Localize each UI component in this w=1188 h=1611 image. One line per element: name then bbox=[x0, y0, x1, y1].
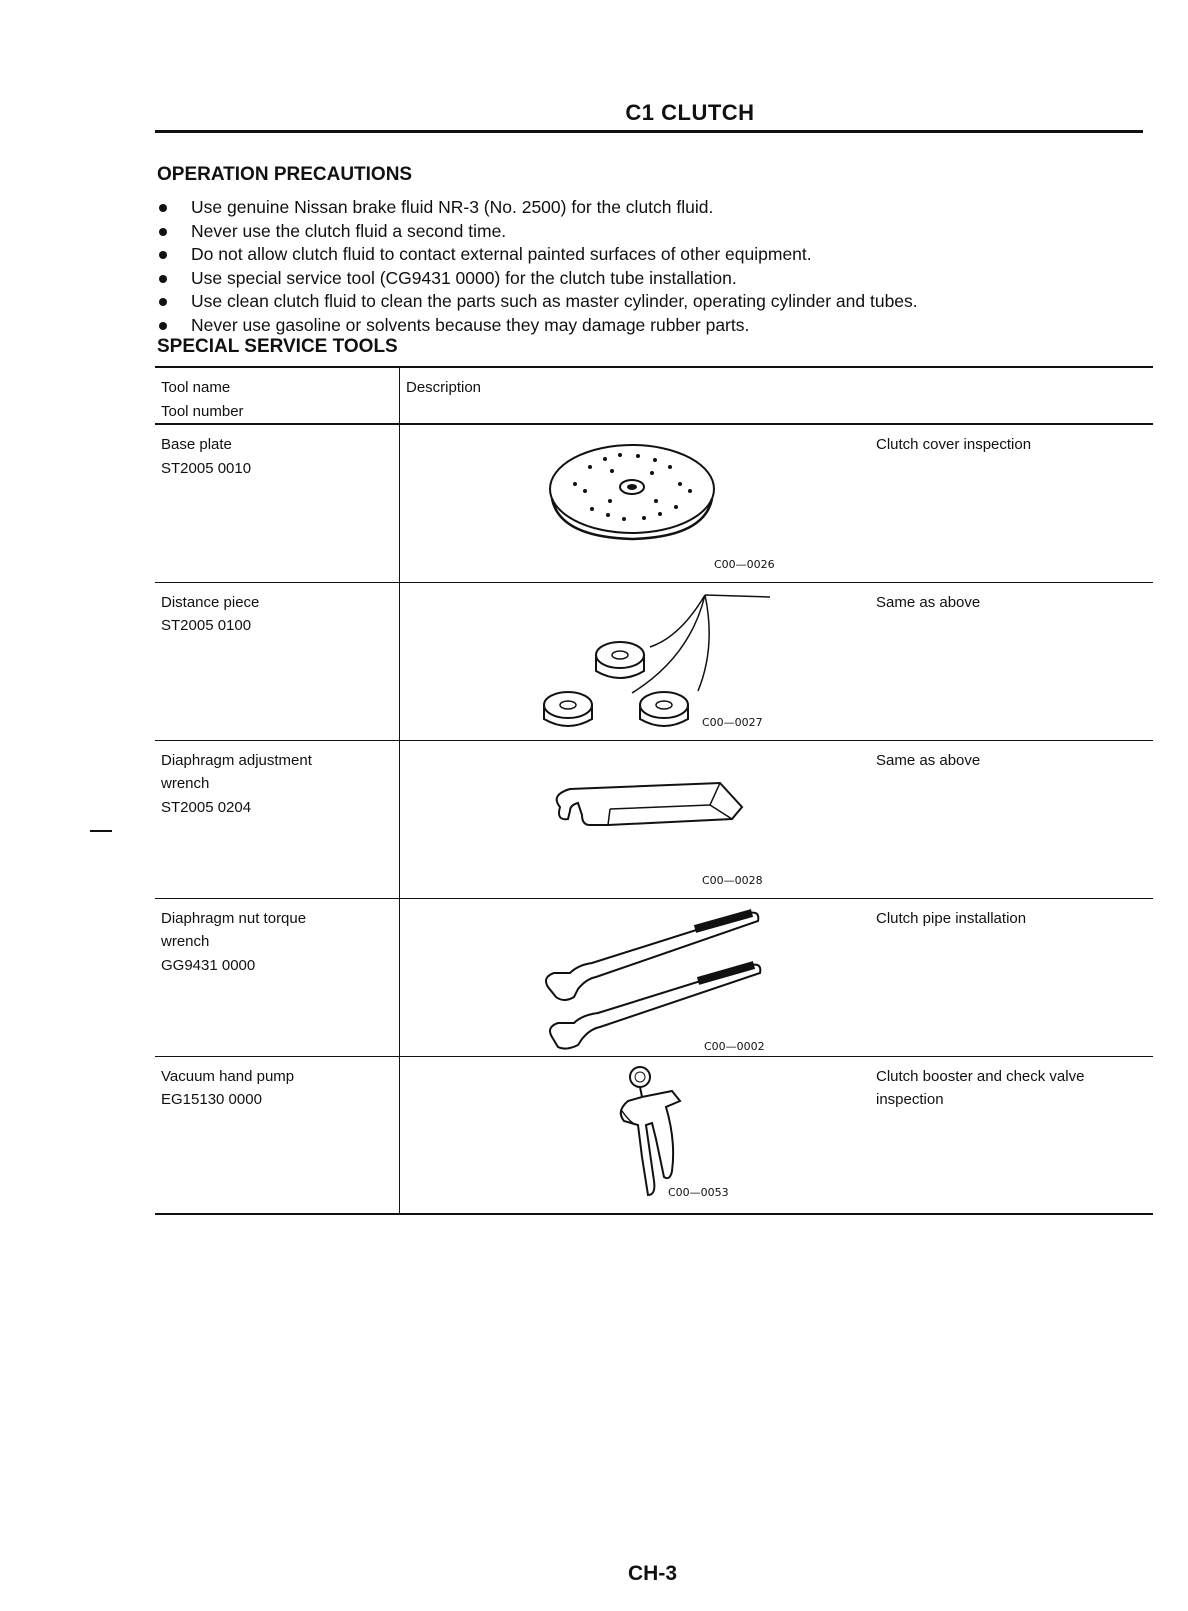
figure-code: C00—0026 bbox=[714, 558, 775, 571]
figure-code: C00—0027 bbox=[702, 715, 763, 729]
tool-note: Clutch cover inspection bbox=[876, 436, 1032, 453]
table-row bbox=[155, 898, 1153, 1056]
title-rule bbox=[155, 130, 1143, 133]
list-item: Never use gasoline or solvents because they may damage rubber parts. bbox=[157, 314, 918, 338]
table-row bbox=[155, 582, 1153, 740]
page-title: C1 CLUTCH bbox=[625, 100, 755, 125]
description-cell bbox=[400, 898, 1154, 1056]
tool-note: Clutch booster and check valve inspection bbox=[876, 1067, 1085, 1108]
adjustment-wrench-icon bbox=[520, 745, 820, 895]
header-description: Description bbox=[400, 367, 1154, 424]
tool-name-cell: Distance piece ST2005 0100 bbox=[155, 582, 400, 740]
list-item: Use clean clutch fluid to clean the parts such as master cylinder, operating cylinder and tubes. bbox=[157, 290, 918, 314]
tool-note: Clutch pipe installation bbox=[876, 909, 1027, 927]
list-item: Use genuine Nissan brake fluid NR-3 (No. 2500) for the clutch fluid. bbox=[157, 196, 918, 220]
list-item: Do not allow clutch fluid to contact external painted surfaces of other equipment. bbox=[157, 243, 918, 267]
description-cell bbox=[400, 424, 1154, 582]
bullet-icon bbox=[159, 204, 167, 212]
precautions-heading: OPERATION PRECAUTIONS bbox=[157, 164, 413, 185]
tool-note: Same as above bbox=[876, 751, 981, 769]
description-cell bbox=[400, 1056, 1154, 1214]
base-plate-icon bbox=[520, 429, 820, 579]
header-tool-name: Tool name Tool number bbox=[155, 367, 400, 424]
description-cell bbox=[400, 582, 1154, 740]
distance-piece-icon bbox=[520, 587, 820, 737]
list-item: Use special service tool (CG9431 0000) for the clutch tube installation. bbox=[157, 267, 918, 291]
tool-name-cell: Diaphragm adjustment wrench ST2005 0204 bbox=[155, 740, 400, 898]
torque-wrench-icon bbox=[520, 903, 820, 1053]
figure-code: C00—0002 bbox=[704, 1039, 765, 1053]
tool-name-cell: Vacuum hand pump EG15130 0000 bbox=[155, 1056, 400, 1214]
page-number: CH-3 bbox=[628, 1562, 678, 1585]
tools-heading: SPECIAL SERVICE TOOLS bbox=[157, 336, 398, 357]
tools-table bbox=[155, 366, 1153, 1215]
list-item: Never use the clutch fluid a second time. bbox=[157, 220, 918, 244]
figure-code: C00—0053 bbox=[668, 1185, 729, 1199]
bullet-icon bbox=[159, 251, 167, 259]
precautions-list bbox=[157, 196, 918, 337]
table-row bbox=[155, 740, 1153, 898]
table-header-row bbox=[155, 367, 1153, 424]
description-cell bbox=[400, 740, 1154, 898]
bullet-icon bbox=[159, 275, 167, 283]
figure-code: C00—0028 bbox=[702, 873, 763, 887]
tool-name-cell: Diaphragm nut torque wrench GG9431 0000 bbox=[155, 898, 400, 1056]
table-row bbox=[155, 424, 1153, 582]
tool-name-cell: Base plate ST2005 0010 bbox=[155, 424, 400, 582]
bullet-icon bbox=[159, 322, 167, 330]
margin-mark bbox=[90, 830, 112, 832]
bullet-icon bbox=[159, 228, 167, 236]
tool-note: Same as above bbox=[876, 593, 981, 611]
bullet-icon bbox=[159, 298, 167, 306]
table-row bbox=[155, 1056, 1153, 1214]
